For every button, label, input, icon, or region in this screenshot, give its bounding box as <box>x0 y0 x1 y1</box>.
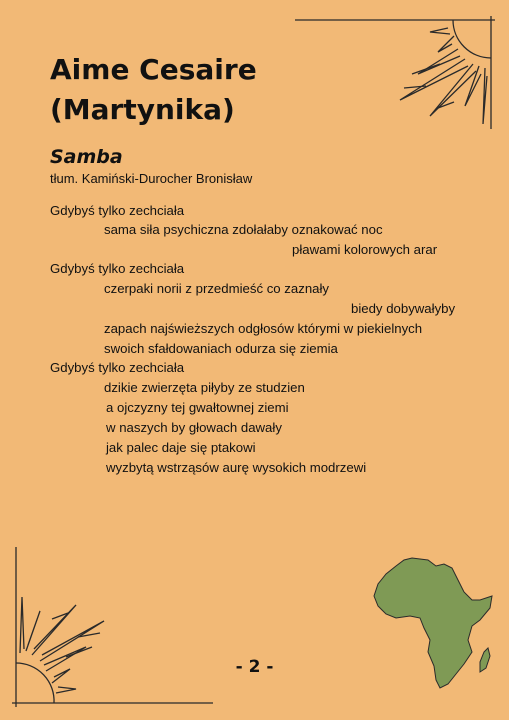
poem-line: Gdybyś tylko zechciała <box>50 261 185 276</box>
translator-credit: tłum. Kamiński-Durocher Bronisław <box>50 171 253 186</box>
poem-line: a ojczyzny tej gwałtownej ziemi <box>106 400 289 415</box>
poem-line: w naszych by głowach dawały <box>106 420 282 435</box>
page-title <box>50 50 257 130</box>
title-line-2: (Martynika) <box>50 93 235 126</box>
poem-line: biedy dobywałyby <box>351 301 456 316</box>
poem-line: sama siła psychiczna zdołałaby oznakować noc <box>104 222 383 237</box>
page-number: - 2 - <box>235 657 274 677</box>
poem-line: swoich sfałdowaniach odurza się ziemia <box>104 341 338 356</box>
sun-rays-corner-icon <box>290 16 500 131</box>
poem-line: Gdybyś tylko zechciała <box>50 360 185 375</box>
poem-line: wyzbytą wstrząsów aurę wysokich modrzewi <box>106 460 367 475</box>
poem-line: pławami kolorowych arar <box>292 242 438 257</box>
sun-rays-corner-icon <box>8 545 218 710</box>
poem-line: zapach najświeższych odgłosów którymi w piekielnych <box>104 321 423 336</box>
poem-line: jak palec daje się ptakowi <box>106 440 256 455</box>
poem-line: czerpaki norii z przedmieść co zaznały <box>104 281 330 296</box>
poem-line: dzikie zwierzęta piłyby ze studzien <box>104 380 305 395</box>
title-line-1: Aime Cesaire <box>50 53 257 86</box>
poem-line: Gdybyś tylko zechciała <box>50 203 185 218</box>
poem-title: Samba <box>50 146 123 168</box>
